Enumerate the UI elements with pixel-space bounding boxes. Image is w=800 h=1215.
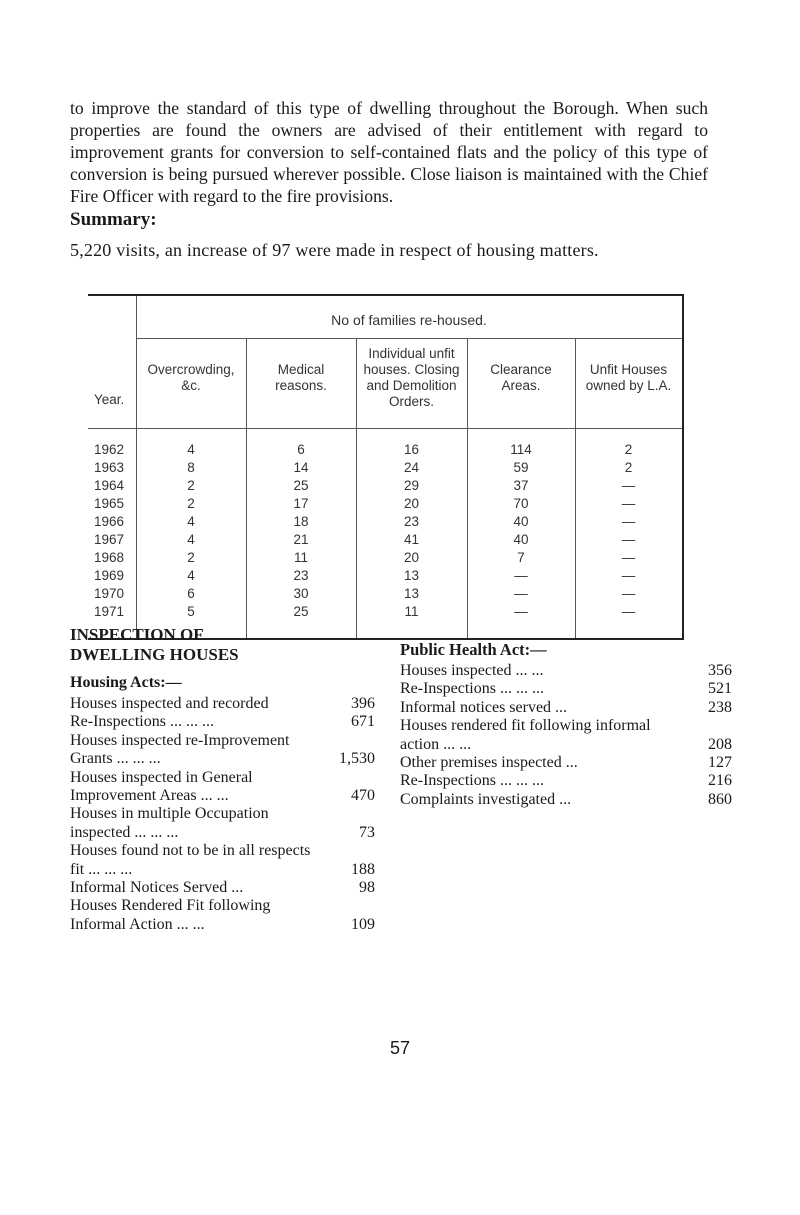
list-item (70, 879, 375, 897)
column-header-individual-unfit: Individual unfit houses. Closing and Demolition Orders. (363, 346, 460, 409)
list-item (400, 791, 732, 809)
public-health-heading: Public Health Act:— (400, 640, 547, 659)
item-label: Other premises inspected ... (400, 754, 578, 772)
table-cell: — (621, 568, 636, 583)
item-label: Re-Inspections ... ... ... (400, 680, 544, 698)
list-item (400, 662, 732, 680)
housing-acts-heading: Housing Acts:— (70, 674, 182, 691)
table-cell: 25 (293, 604, 309, 619)
table-cell: 4 (187, 514, 195, 529)
year-header: Year. (94, 392, 125, 407)
item-value: 1,530 (339, 750, 375, 768)
list-item (70, 695, 375, 713)
item-value: 470 (351, 787, 375, 805)
table-row (88, 496, 682, 512)
item-value: 208 (708, 735, 732, 753)
table-cell: 2 (187, 550, 195, 565)
column-header-medical: Medical reasons. (275, 362, 327, 393)
item-label: Houses inspected in General Improvement Areas ... ... (70, 768, 253, 805)
table-cell: 20 (403, 550, 420, 565)
table-row (88, 514, 682, 530)
table-cell: 70 (513, 496, 529, 511)
table-row (88, 532, 682, 548)
item-label: Houses found not to be in all respects fit ... ... ... (70, 842, 311, 878)
table-cell: 2 (624, 460, 633, 475)
table-cell: — (514, 568, 528, 583)
inspection-heading-1: INSPECTION OF (70, 625, 204, 644)
item-value: 356 (708, 662, 732, 679)
table-cell: 41 (403, 532, 420, 547)
table-cell: 20 (403, 496, 420, 511)
year-cell: 1968 (94, 550, 125, 565)
table-cell: 5 (187, 604, 195, 619)
list-item (70, 842, 375, 879)
year-cell: 1966 (94, 514, 125, 529)
table-row (88, 478, 682, 494)
list-item (70, 732, 375, 769)
inspection-list (70, 695, 375, 934)
table-cell: 4 (187, 568, 195, 583)
table-cell: 30 (293, 586, 309, 601)
table-cell: 8 (187, 460, 195, 475)
page-number: 57 (389, 1038, 411, 1058)
table-cell: — (621, 514, 636, 529)
table-cell: 16 (403, 442, 420, 457)
item-label: Houses in multiple Occupation inspected ... ... ... (70, 805, 269, 841)
table-row (88, 568, 682, 584)
table-cell: 25 (293, 478, 309, 493)
table-cell: 13 (403, 586, 420, 601)
column-header-overcrowding: Overcrowding, &c. (147, 362, 235, 393)
table-cell: 114 (510, 442, 532, 457)
rehousing-table (88, 294, 684, 640)
item-label: Informal Notices Served ... (70, 879, 244, 897)
table-cell: 18 (293, 514, 309, 529)
table-cell: 2 (187, 496, 195, 511)
table-cell: — (621, 586, 636, 601)
table-cell: 6 (187, 586, 195, 601)
item-label: Houses inspected and recorded (70, 695, 269, 712)
item-value: 216 (708, 772, 732, 790)
table-cell: 14 (293, 460, 309, 475)
table-row (88, 604, 682, 620)
table-cell: 23 (403, 514, 420, 529)
item-label: Complaints investigated ... (400, 790, 572, 808)
item-label: Re-Inspections ... ... ... (70, 713, 214, 731)
table-cell: 13 (403, 568, 420, 583)
item-value: 188 (351, 860, 375, 878)
table-cell: 2 (624, 442, 633, 457)
public-health-section (400, 640, 732, 809)
table-cell: 17 (293, 496, 309, 511)
inspection-section (70, 625, 375, 934)
table-cell: — (514, 586, 528, 601)
table-cell: 4 (187, 532, 195, 547)
table-cell: 23 (293, 568, 309, 583)
summary-text: 5,220 visits, an increase of 97 were made in respect of housing matters. (70, 240, 599, 260)
year-cell: 1963 (94, 460, 125, 475)
item-label: Informal notices served ... (400, 698, 568, 716)
table-cell: — (621, 532, 636, 547)
year-cell: 1970 (94, 586, 125, 601)
table-row (88, 550, 682, 566)
list-item (70, 805, 375, 842)
item-label: Re-Inspections ... ... ... (400, 772, 544, 790)
item-label: Houses inspected re-Improvement Grants ... ... ... (70, 731, 290, 768)
table-cell: 6 (297, 442, 305, 457)
year-cell: 1967 (94, 532, 125, 547)
item-label: Houses inspected ... ... (400, 662, 544, 679)
year-cell: 1964 (94, 478, 125, 493)
table-cell: 40 (513, 532, 529, 547)
table-row (88, 586, 682, 602)
item-value: 396 (351, 695, 375, 712)
column-header-clearance: Clearance Areas. (490, 362, 552, 393)
table-cell: 11 (404, 604, 419, 619)
table-cell: 4 (187, 442, 195, 457)
table-cell: 11 (293, 550, 308, 565)
list-item (400, 680, 732, 698)
list-item (400, 699, 732, 717)
table-cell: 21 (293, 532, 309, 547)
item-value: 109 (351, 915, 375, 933)
table-row (88, 442, 682, 458)
table-rule (88, 428, 682, 429)
item-value: 238 (708, 698, 732, 716)
item-value: 73 (359, 823, 375, 841)
year-cell: 1965 (94, 496, 125, 511)
year-cell: 1971 (94, 604, 125, 619)
item-value: 127 (708, 754, 732, 772)
intro-paragraph: to improve the standard of this type of dwelling throughout the Borough. When such properties are found the owners are advised of their entitlement with regard to improvement grants for conversion to self-contained flats and the policy of this type of conversion is being pursued wherever possible. Close liaison is maintained with the Chief Fire Officer with regard to the fire provisions. (70, 98, 708, 206)
list-item (70, 769, 375, 806)
table-cell: 59 (513, 460, 529, 475)
list-item (70, 897, 375, 934)
table-cell: — (621, 478, 636, 493)
group-header: No of families re-housed. (331, 312, 487, 328)
list-item (400, 772, 732, 790)
list-item (400, 717, 732, 754)
table-cell: — (621, 496, 636, 511)
table-cell: — (621, 550, 636, 565)
item-label: Houses Rendered Fit following Informal Action ... ... (70, 897, 271, 933)
item-label: Houses rendered fit following informal action ... ... (400, 717, 651, 753)
table-row (88, 460, 682, 476)
public-health-list (400, 662, 732, 809)
table-cell: — (514, 604, 528, 619)
table-cell: 37 (513, 478, 529, 493)
item-value: 860 (708, 790, 732, 808)
item-value: 98 (359, 879, 375, 897)
summary-heading: Summary: (70, 209, 157, 230)
item-value: 671 (351, 713, 375, 731)
table-cell: 40 (513, 514, 529, 529)
table-cell: 7 (517, 550, 525, 565)
column-header-unfit-la: Unfit Houses owned by L.A. (585, 362, 672, 393)
list-item (70, 713, 375, 731)
year-cell: 1962 (94, 442, 125, 457)
item-value: 521 (708, 680, 732, 698)
table-cell: 2 (187, 478, 195, 493)
table-cell: 24 (403, 460, 420, 475)
year-cell: 1969 (94, 568, 125, 583)
table-cell: 29 (403, 478, 420, 493)
table-cell: — (621, 604, 636, 619)
list-item (400, 754, 732, 772)
inspection-heading-2: DWELLING HOUSES (70, 645, 239, 664)
